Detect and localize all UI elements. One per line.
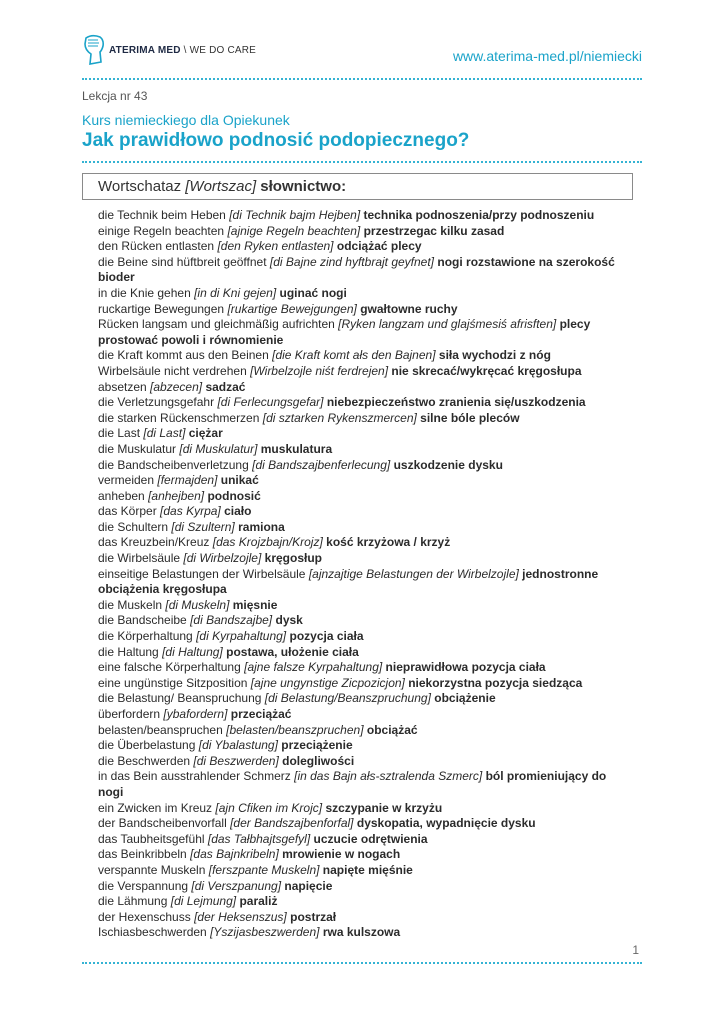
vocab-entry-pl: przeciążać <box>230 707 292 721</box>
vocab-entry <box>98 458 626 474</box>
vocab-entry <box>98 224 626 240</box>
vocab-entry-pl: uczucie odrętwienia <box>313 831 428 846</box>
vocab-entry-pron: [abzecen] <box>150 379 203 394</box>
vocab-entry <box>98 816 626 832</box>
header-divider <box>82 78 642 80</box>
vocab-entry-de: das Körper <box>98 504 157 519</box>
vocab-entry-pron: [di Muskulatur] <box>179 441 258 456</box>
vocab-entry-pl: odciążać plecy <box>336 239 422 254</box>
vocab-entry <box>98 691 626 707</box>
website-link[interactable]: www.aterima-med.pl/niemiecki <box>452 48 642 64</box>
vocab-entry-de: den Rücken entlasten <box>98 239 215 254</box>
vocab-entry-pl: unikać <box>220 473 259 488</box>
vocab-entry-pron: [in das Bajn ałs-sztralenda Szmerc] <box>294 769 483 784</box>
vocab-entry-pl: pozycja ciała <box>289 629 364 644</box>
vocab-entry-de: verspannte Muskeln <box>98 862 206 877</box>
vocab-entry-de: Ischiasbeschwerden <box>98 925 207 940</box>
vocab-entry <box>98 395 626 411</box>
vocab-entry-pl: niekorzystna pozycja siedząca <box>408 675 583 690</box>
vocab-entry-de: belasten/beanspruchen <box>98 722 223 737</box>
vocab-entry <box>98 769 626 800</box>
vocab-entry-pl: nogi rozstawione na szerokość bioder <box>98 254 615 285</box>
vocab-entry-de: die Bandscheibenverletzung <box>98 457 249 472</box>
vocab-entry-pron: [anhejben] <box>148 488 205 503</box>
vocab-entry <box>98 660 626 676</box>
vocab-entry <box>98 442 626 458</box>
page-header <box>82 32 642 68</box>
vocab-entry-pron: [di Lejmung] <box>170 894 237 909</box>
vocab-entry-pron: [di Kyrpahaltung] <box>196 629 287 644</box>
vocab-entry-pron: [di Szultern] <box>171 519 235 534</box>
vocab-entry-pron: [di Bajne zind hyftbrajt geyfnet] <box>269 254 435 269</box>
vocab-entry-de: die Beschwerden <box>98 753 191 768</box>
vocab-entry-de: das Kreuzbein/Kreuz <box>98 535 210 550</box>
vocab-entry-pl: uginać nogi <box>279 285 347 300</box>
vocab-entry <box>98 208 626 224</box>
vocab-entry-de: in das Bein ausstrahlender Schmerz <box>98 769 291 784</box>
vocab-entry <box>98 707 626 723</box>
vocab-entry-de: die Beine sind hüftbreit geöffnet <box>98 254 267 269</box>
vocab-entry-de: die Lähmung <box>98 894 168 909</box>
vocab-entry <box>98 551 626 567</box>
vocab-entry-pron: [das Kyrpa] <box>160 504 221 519</box>
vocab-entry-de: die Körperhaltung <box>98 629 193 644</box>
vocab-entry <box>98 879 626 895</box>
page-number: 1 <box>632 943 639 957</box>
vocab-entry-de: anheben <box>98 488 145 503</box>
vocab-entry-pron: [den Ryken entlasten] <box>217 239 334 254</box>
vocab-entry-pl: ciężar <box>188 426 223 441</box>
vocab-entry-pron: [ajnige Regeln beachten] <box>227 223 361 238</box>
vocab-entry-de: die Verletzungsgefahr <box>98 395 215 410</box>
vocab-entry-pron: [di Ybalastung] <box>198 738 278 753</box>
vocab-entry-pron: [der Heksenszus] <box>194 909 287 924</box>
vocab-header-pl: słownictwo: <box>260 178 347 195</box>
vocab-entry-pl: przestrzegac kilku zasad <box>363 223 505 238</box>
vocab-entry-pl: obciążać <box>366 722 418 737</box>
lesson-number: Lekcja nr 43 <box>82 89 148 103</box>
vocab-entry-de: die Überbelastung <box>98 738 196 753</box>
vocab-entry-de: die Wirbelsäule <box>98 551 181 566</box>
vocab-entry <box>98 239 626 255</box>
vocabulary-list <box>98 208 626 941</box>
vocab-entry <box>98 910 626 926</box>
vocab-entry <box>98 676 626 692</box>
vocab-entry-pl: nieprawidłowa pozycja ciała <box>385 660 546 675</box>
vocab-entry <box>98 567 626 598</box>
vocab-entry-pron: [di Bandszajbe] <box>190 613 273 628</box>
vocab-entry <box>98 613 626 629</box>
vocab-entry <box>98 863 626 879</box>
vocab-entry-pron: [das Tałbhajtsgefyl] <box>207 831 311 846</box>
vocab-entry <box>98 255 626 286</box>
logo-tagline: WE DO CARE <box>189 44 257 56</box>
vocab-entry <box>98 723 626 739</box>
vocab-entry <box>98 489 626 505</box>
vocab-entry-pron: [di Muskeln] <box>165 597 230 612</box>
aterima-logo <box>82 32 256 68</box>
vocab-entry-de: die Muskeln <box>98 597 163 612</box>
vocab-entry-de: die Belastung/ Beanspruchung <box>98 691 262 706</box>
title-divider <box>82 161 642 163</box>
vocab-entry-pron: [Wirbelzojle niśt ferdrejen] <box>250 363 389 378</box>
vocab-entry-de: die Schultern <box>98 519 169 534</box>
vocab-entry-de: die Last <box>98 426 141 441</box>
vocab-entry-de: das Taubheitsgefühl <box>98 831 205 846</box>
vocab-entry <box>98 832 626 848</box>
vocab-entry-de: eine ungünstige Sitzposition <box>98 675 248 690</box>
vocab-entry-de: der Bandscheibenvorfall <box>98 816 227 831</box>
vocab-entry-de: ein Zwicken im Kreuz <box>98 800 213 815</box>
vocab-entry-pl: ból promieniujący do nogi <box>98 769 607 799</box>
vocab-entry-pron: [di Beszwerden] <box>193 753 279 768</box>
vocab-entry-pron: [ybafordern] <box>163 707 228 721</box>
vocab-entry-pl: kość krzyżowa / krzyż <box>326 535 451 550</box>
vocab-entry <box>98 348 626 364</box>
vocab-entry-de: vermeiden <box>98 473 155 488</box>
vocab-entry-pron: [belasten/beanszpruchen] <box>226 722 364 737</box>
logo-head-icon <box>82 34 106 66</box>
vocab-entry-pron: [der Bandszajbenforfal] <box>230 816 354 831</box>
vocab-entry <box>98 302 626 318</box>
vocab-entry <box>98 801 626 817</box>
vocab-entry-pron: [in di Kni gejen] <box>194 285 277 300</box>
vocab-entry <box>98 317 626 348</box>
vocab-entry-pl: niebezpieczeństwo zranienia się/uszkodzenia <box>326 395 586 410</box>
vocab-entry-de: die Bandscheibe <box>98 613 187 628</box>
vocab-entry-pl: szczypanie w krzyżu <box>325 800 443 815</box>
vocab-entry <box>98 645 626 661</box>
vocab-entry <box>98 286 626 302</box>
vocab-entry-de: eine falsche Körperhaltung <box>98 660 241 675</box>
vocab-entry <box>98 629 626 645</box>
logo-brand: ATERIMA MED <box>109 44 181 56</box>
vocab-entry-pl: postrzał <box>290 909 337 924</box>
vocab-entry-pl: podnosić <box>207 488 261 503</box>
vocab-entry-pron: [ajne falsze Kyrpahaltung] <box>244 660 383 675</box>
vocab-entry-de: Wirbelsäule nicht verdrehen <box>98 363 247 378</box>
vocab-entry-de: ruckartige Bewegungen <box>98 301 225 316</box>
vocab-entry-de: das Beinkribbeln <box>98 847 187 862</box>
vocab-entry-pron: [di Belastung/Beanszpruchung] <box>264 691 431 706</box>
vocab-entry-pron: [di Ferlecungsgefar] <box>217 395 324 410</box>
vocab-entry-pron: [di Last] <box>143 426 186 441</box>
vocab-entry-de: in die Knie gehen <box>98 285 191 300</box>
vocab-entry-pron: [di sztarken Rykenszmercen] <box>262 410 417 425</box>
vocab-entry-pron: [die Kraft komt ałs den Bajnen] <box>272 348 436 363</box>
vocab-entry <box>98 738 626 754</box>
vocab-entry-pron: [das Krojzbajn/Krojz] <box>212 535 323 550</box>
vocab-entry-pl: technika podnoszenia/przy podnoszeniu <box>363 208 595 222</box>
vocab-entry <box>98 411 626 427</box>
vocab-entry-pron: [Ryken langzam und glajśmesiś afrisften] <box>338 317 557 332</box>
vocab-entry-pl: nie skrecać/wykręcać kręgosłupa <box>391 363 582 378</box>
vocab-entry <box>98 473 626 489</box>
vocabulary-header-box <box>82 173 633 200</box>
vocab-entry-de: die Technik beim Heben <box>98 208 226 222</box>
vocab-entry-pl: obciążenie <box>434 691 496 706</box>
vocab-entry-pron: [di Technik bajm Hejben] <box>229 208 361 222</box>
course-title: Kurs niemieckiego dla Opiekunek <box>82 112 290 128</box>
vocab-entry-de: die starken Rückenschmerzen <box>98 410 260 425</box>
vocab-entry-pl: kręgosłup <box>264 551 323 566</box>
vocab-entry-pl: napięcie <box>284 878 333 893</box>
vocab-entry-de: einige Regeln beachten <box>98 223 225 238</box>
vocab-entry-pl: uszkodzenie dysku <box>393 457 503 472</box>
vocab-entry-de: die Verspannung <box>98 878 189 893</box>
vocab-entry <box>98 535 626 551</box>
vocab-header-de: Wortschataz <box>98 178 182 195</box>
vocab-entry-pl: gwałtowne ruchy <box>360 301 458 316</box>
vocab-entry-de: einseitige Belastungen der Wirbelsäule <box>98 566 306 581</box>
vocab-entry-de: die Kraft kommt aus den Beinen <box>98 348 269 363</box>
vocab-entry <box>98 598 626 614</box>
vocab-entry-pl: dysk <box>275 613 303 628</box>
vocab-entry-pron: [di Wirbelzojle] <box>183 551 262 566</box>
vocab-entry-pl: mięsnie <box>232 597 278 612</box>
vocab-entry-pl: ciało <box>224 504 252 519</box>
vocab-entry-pl: przeciążenie <box>281 738 353 753</box>
vocab-entry-pron: [ajn Cfiken im Krojc] <box>215 800 323 815</box>
vocab-entry-pl: dolegliwości <box>282 753 355 768</box>
vocab-entry-pron: [ajne ungynstige Zicpozicjon] <box>250 675 405 690</box>
vocab-entry-pron: [das Bajnkribeln] <box>190 847 279 862</box>
vocab-entry-pron: [di Verszpanung] <box>191 878 282 893</box>
vocab-entry-pl: dyskopatia, wypadnięcie dysku <box>356 816 536 831</box>
vocab-entry-pl: plecy prostować powoli i równomienie <box>98 317 591 347</box>
vocab-entry-pl: napięte mięśnie <box>322 862 413 877</box>
vocab-entry-pl: mrowienie w nogach <box>282 847 401 862</box>
page-title: Jak prawidłowo podnosić podopiecznego? <box>82 130 470 151</box>
vocab-entry <box>98 426 626 442</box>
vocab-entry-pl: ramiona <box>238 519 285 534</box>
vocab-entry-pl: paraliż <box>239 894 278 909</box>
vocab-entry-pl: muskulatura <box>260 441 333 456</box>
vocab-entry <box>98 504 626 520</box>
vocab-entry <box>98 925 626 941</box>
vocab-entry <box>98 847 626 863</box>
vocab-entry-pron: [Yszijasbeszwerden] <box>210 925 320 940</box>
vocab-entry-pl: rwa kulszowa <box>322 925 401 940</box>
vocab-entry <box>98 364 626 380</box>
logo-separator: \ <box>183 44 187 56</box>
vocab-entry-pron: [rukartige Bewejgungen] <box>227 301 357 316</box>
vocab-entry <box>98 754 626 770</box>
vocab-entry-de: die Haltung <box>98 644 159 659</box>
vocab-entry-de: Rücken langsam und gleichmäßig aufrichten <box>98 317 335 332</box>
vocab-entry-pron: [ferszpante Muskeln] <box>208 862 320 877</box>
vocab-entry <box>98 380 626 396</box>
vocab-entry-de: überfordern <box>98 707 161 721</box>
vocab-entry-de: der Hexenschuss <box>98 909 191 924</box>
vocab-entry-pl: jednostronne obciążenia kręgosłupa <box>98 566 599 597</box>
vocab-entry-pl: silne bóle pleców <box>420 410 520 425</box>
footer-divider <box>82 962 642 964</box>
vocab-header-pron: [Wortszac] <box>185 178 257 195</box>
vocab-entry-pl: siła wychodzi z nóg <box>438 348 551 363</box>
vocab-entry-pl: postawa, ułożenie ciała <box>226 644 359 659</box>
vocab-entry-pl: sadzać <box>205 379 246 394</box>
vocab-entry-de: die Muskulatur <box>98 441 177 456</box>
vocab-entry-pron: [ajnzajtige Belastungen der Wirbelzojle] <box>308 566 519 581</box>
vocab-entry <box>98 520 626 536</box>
vocab-entry-de: absetzen <box>98 379 147 394</box>
vocab-entry <box>98 894 626 910</box>
vocab-entry-pron: [di Bandszajbenferlecung] <box>252 457 391 472</box>
vocab-entry-pron: [fermajden] <box>157 473 218 488</box>
vocab-entry-pron: [di Haltung] <box>162 644 223 659</box>
